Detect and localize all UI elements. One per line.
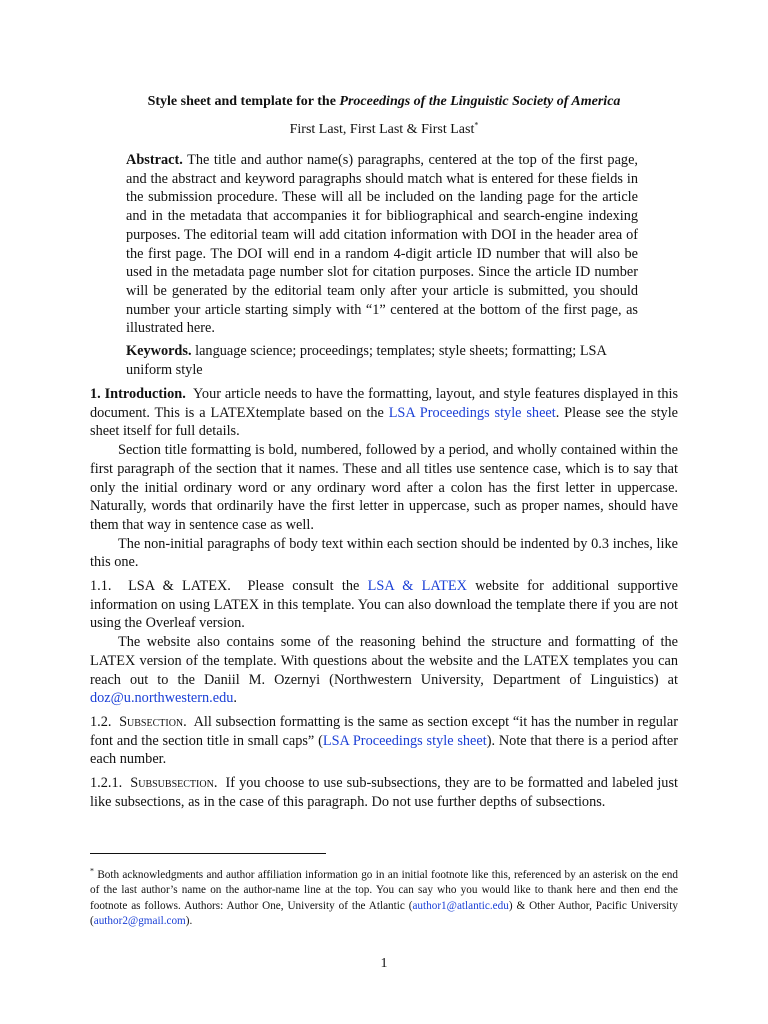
text-run: If you choose to use sub-subsections, they are to be formatted and labeled just like subsections, as in the case of this paragraph. Do not use further depths of subsections.: [90, 775, 678, 810]
subsection-1-2-1-title: Subsubsection: [130, 775, 214, 792]
section-1-paragraph-2: Section title formatting is bold, numbered, followed by a period, and wholly contained within the first paragraph of the section that it names. These and all titles use sentence case, which is to say that only the initial ordinary word or any ordinary word after a colon has the first letter in uppercase. Naturally, words that ordinarily have the first letter in uppercase, such as proper names, should have them that way in sentence case as well.: [90, 442, 678, 533]
text-run: website for additional supportive information on using: [90, 578, 678, 613]
abstract: [126, 151, 638, 338]
text-run: All subsection formatting is the same as section except “it has the number in regular font and the section title in small caps” (: [90, 713, 679, 749]
abstract-text: The title and author name(s) paragraphs, centered at the top of the first page, and the abstract and keyword paragraphs should match what is entered for these fields in the submission procedure. These will all be included on the landing page for the article and in the metadata that accompanies it for bibliographical and search-engine indexing purposes. The editorial team will add citation information with DOI in the header area of the first page. The DOI will end in a random 4-digit article ID number that will also be used in the metadata page number slot for citation purposes. Since the article ID number will be generated by the editorial team only after your article is submitted, you should number your article starting simply with “1” centered at the bottom of the first page, as illustrated here.: [126, 152, 638, 337]
author-line: [0, 122, 768, 138]
style-sheet-link[interactable]: LSA Proceedings style sheet: [388, 404, 556, 421]
text-run: Your article needs to have the formatting, layout, and style features displayed in this document. This is a: [90, 386, 679, 421]
text-run: version of the template. With questions about the website and the: [135, 652, 524, 669]
subsection-1-1-number: 1.1.: [90, 578, 112, 595]
subsection-1-1-title: LSA &: [128, 578, 183, 595]
text-run: . Please see the style sheet itself for full details.: [90, 404, 679, 440]
footnote: [90, 868, 678, 929]
subsection-1-1-paragraph-1: [90, 577, 678, 633]
author-names: First Last, First Last & First Last: [289, 122, 475, 137]
page-number: 1: [380, 956, 388, 971]
title-journal: Proceedings of the Linguistic Society of America: [339, 94, 621, 109]
subsection-1-1-paragraph-2: [90, 633, 678, 708]
lsa-latex-link[interactable]: [368, 578, 467, 594]
keywords: [126, 342, 638, 379]
author1-email-link[interactable]: author1@atlantic.edu: [412, 899, 509, 912]
abstract-label: Abstract.: [126, 152, 183, 168]
latex-logo: LATEX: [182, 578, 228, 595]
subsection-1-2-paragraph: 1.2. Subsection. All subsection formatting is the same as section except “it has the number in regular font and the section title in small caps” (LSA Proceedings style sheet). Note that there is a period after each number.: [90, 713, 679, 768]
subsection-1-2-1-paragraph: 1.2.1. Subsubsection. If you choose to use sub-subsections, they are to be formatted and labeled just like subsections, as in the case of this paragraph. Do not use further depths of subsections.: [90, 775, 678, 810]
text-run: Both acknowledgments and author affiliation information go in an initial footnote like this, referenced by an asterisk on the end of the last author’s name on the author-name line at the top. You can say who you would like to thank here and then end the footnote as follows. Authors: Author One, University of the Atlantic (: [90, 869, 678, 912]
latex-logo: LATEX: [210, 404, 256, 421]
keywords-text: language science; proceedings; templates; style sheets; formatting; LSA uniform style: [126, 343, 607, 378]
text-run: ). Note that there is a period after each number.: [90, 732, 679, 768]
section-1-heading: 1. Introduction.: [90, 386, 186, 402]
author-footnote-marker: *: [474, 120, 479, 130]
footnote-marker: *: [90, 866, 94, 876]
section-1-paragraph-3: The non-initial paragraphs of body text within each section should be indented by 0.3 inches, like this one.: [90, 535, 678, 571]
subsection-1-2-number: 1.2.: [90, 713, 112, 730]
text-run: template based on the: [255, 404, 389, 421]
contact-email-link[interactable]: doz@u.northwestern.edu: [90, 690, 234, 707]
author2-email-link[interactable]: author2@gmail.com: [93, 914, 186, 927]
title-prefix: Style sheet and template for the: [147, 94, 340, 109]
latex-logo: LATEX: [213, 596, 260, 613]
paper-title: [0, 94, 768, 110]
text-run: .: [233, 690, 237, 707]
text-run: in this template. You can also download the template there if you are not using the Overleaf version.: [90, 596, 678, 632]
text-run: ) & Other Author, Pacific University (: [90, 899, 678, 927]
latex-logo: LATEX: [523, 652, 570, 669]
text-run: ).: [185, 914, 193, 927]
style-sheet-link[interactable]: LSA Proceedings style sheet: [322, 732, 487, 749]
latex-logo[interactable]: LATEX: [421, 578, 467, 595]
subsection-1-2-1-number: 1.2.1.: [90, 775, 123, 792]
body-text: [90, 385, 678, 811]
subsection-1-2-title: Subsection: [119, 713, 184, 730]
link-text[interactable]: LSA &: [367, 578, 422, 595]
footnote-rule: [90, 853, 326, 854]
keywords-label: Keywords.: [126, 343, 192, 359]
text-run: .: [227, 578, 231, 595]
section-1-paragraph-1: [90, 385, 678, 441]
text-run: The website also contains some of the reasoning behind the structure and formatting of the: [118, 634, 678, 651]
text-run: templates you can reach out to the Daniil M. Ozernyi (Northwestern University, Department of Linguistics) at: [90, 652, 679, 688]
text-run: Please consult the: [247, 578, 368, 595]
latex-logo: LATEX: [90, 652, 136, 669]
